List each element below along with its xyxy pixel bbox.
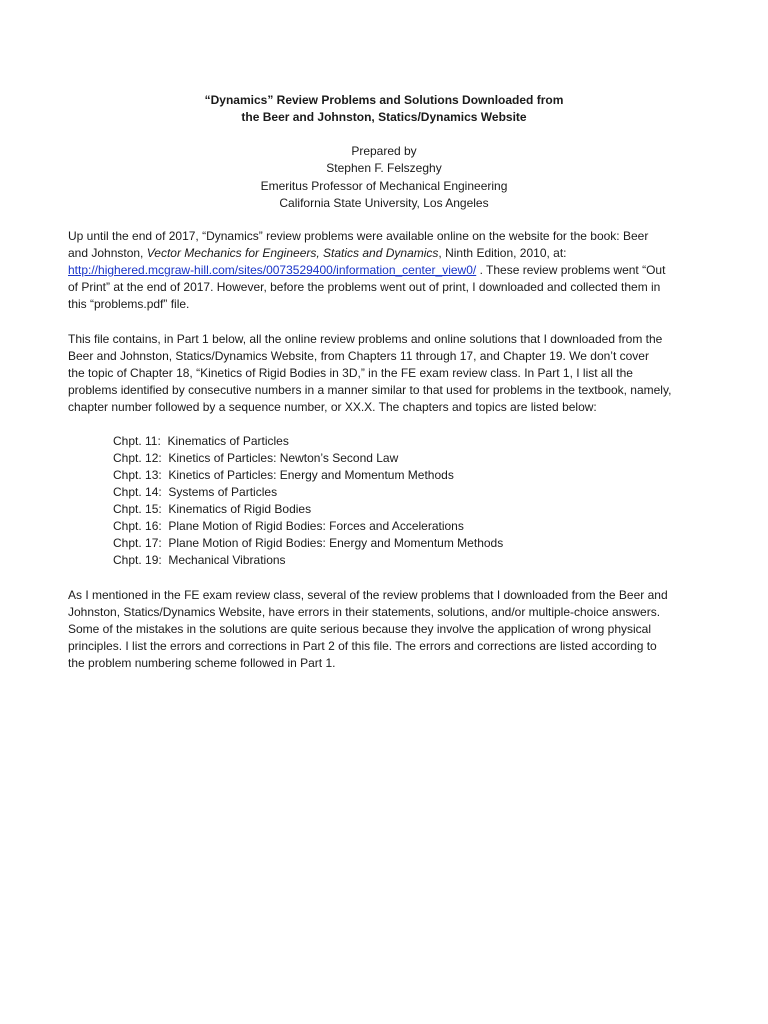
- para2-line-4: problems identified by consecutive numbers in a manner similar to that used for problems in the textbook, namely,: [68, 383, 672, 397]
- title-line-1: “Dynamics” Review Problems and Solutions Downloaded from: [204, 93, 564, 107]
- para3-line-2: Johnston, Statics/Dynamics Website, have errors in their statements, solutions, and/or multiple-choice answers.: [68, 605, 661, 619]
- document-title: [0, 92, 768, 126]
- author-position: Emeritus Professor of Mechanical Engineering: [260, 178, 508, 193]
- chapter-item: Chpt. 17: Plane Motion of Rigid Bodies: Energy and Momentum Methods: [113, 536, 504, 550]
- para2-line-2: Beer and Johnston, Statics/Dynamics Website, from Chapters 11 through 17, and Chapter 19. We don’t cover: [68, 349, 649, 363]
- para1-line-2-tail: , Ninth Edition, 2010, at:: [438, 246, 567, 260]
- title-line-2: the Beer and Johnston, Statics/Dynamics Website: [241, 110, 527, 124]
- chapter-list: [113, 433, 503, 569]
- para2-line-5: chapter number followed by a sequence number, or XX.X. The chapters and topics are listed below:: [68, 400, 597, 414]
- para1-line-2-text: and Johnston,: [68, 246, 147, 260]
- prepared-by-label: Prepared by: [351, 144, 417, 158]
- para1-line-1: Up until the end of 2017, “Dynamics” review problems were available online on the website for the book: Beer: [68, 229, 649, 243]
- intro-paragraph: [68, 228, 708, 313]
- author-university: California State University, Los Angeles: [279, 195, 489, 210]
- para1-line-4: of Print” at the end of 2017. However, before the problems went out of print, I downloaded and collected them in: [68, 280, 661, 294]
- chapter-item: Chpt. 16: Plane Motion of Rigid Bodies: Forces and Accelerations: [113, 519, 464, 533]
- para2-line-3: the topic of Chapter 18, “Kinetics of Rigid Bodies in 3D,” in the FE exam review class. In Part 1, I list all the: [68, 366, 633, 380]
- para1-line-3-tail: . These review problems went “Out: [476, 263, 666, 277]
- chapter-item: Chpt. 19: Mechanical Vibrations: [113, 553, 286, 567]
- website-link[interactable]: http://highered.mcgraw-hill.com/sites/0073529400/information_center_view0/: [68, 263, 477, 277]
- para1-line-3: [68, 262, 708, 279]
- chapter-item: Chpt. 14: Systems of Particles: [113, 485, 278, 499]
- chapter-item: Chpt. 12: Kinetics of Particles: Newton’s Second Law: [113, 451, 399, 465]
- para3-line-3: Some of the mistakes in the solutions are quite serious because they involve the application of wrong physical: [68, 622, 651, 636]
- author-block: [0, 143, 768, 212]
- chapter-item: Chpt. 15: Kinematics of Rigid Bodies: [113, 502, 312, 516]
- chapter-item: Chpt. 13: Kinetics of Particles: Energy and Momentum Methods: [113, 468, 454, 482]
- chapter-item: Chpt. 11: Kinematics of Particles: [113, 434, 289, 448]
- book-title: Vector Mechanics for Engineers, Statics and Dynamics: [146, 246, 439, 260]
- author-name: Stephen F. Felszeghy: [326, 161, 442, 176]
- para1-line-5: this “problems.pdf” file.: [68, 297, 190, 311]
- errata-paragraph: [68, 587, 708, 672]
- para3-line-4: principles. I list the errors and corrections in Part 2 of this file. The errors and corrections are listed according to: [68, 639, 657, 653]
- para2-line-1: This file contains, in Part 1 below, all the online review problems and online solutions that I downloaded from the: [68, 332, 663, 346]
- para3-line-5: the problem numbering scheme followed in Part 1.: [68, 656, 336, 670]
- para1-line-2: [68, 245, 708, 262]
- contents-paragraph: [68, 331, 708, 416]
- para3-line-1: As I mentioned in the FE exam review class, several of the review problems that I downloaded from the Beer and: [68, 588, 668, 602]
